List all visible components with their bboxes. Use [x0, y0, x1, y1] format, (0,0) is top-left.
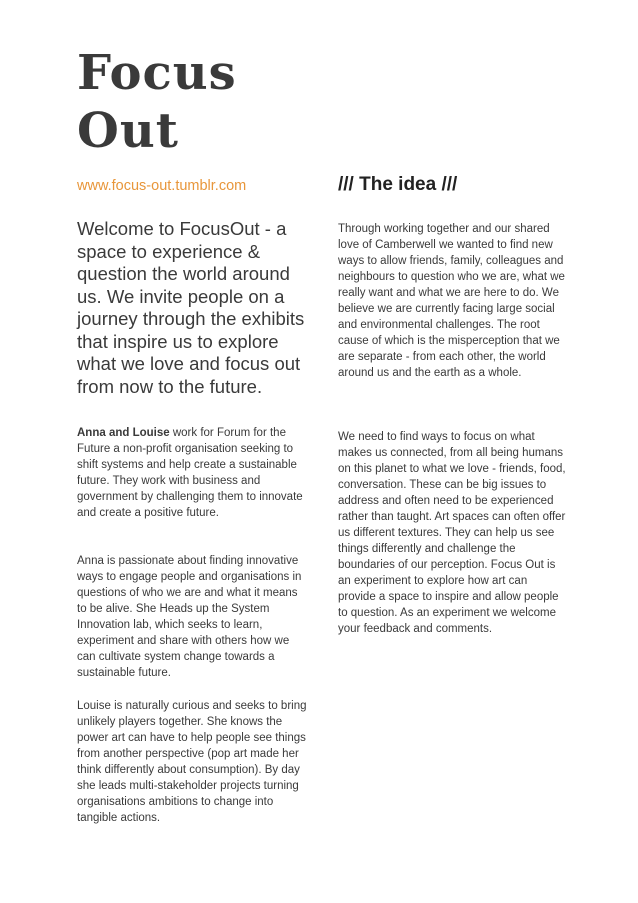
bio-paragraph-anna: Anna is passionate about finding innovative ways to engage people and organisations in questions of who we are and what it means to be alive. She Heads up the System Innovation lab, which seeks to learn, experiment and share with others how we can cultivate system change towards a sustainable future. — [77, 555, 302, 679]
idea-heading: /// The idea /// — [338, 174, 458, 195]
logo-line-1: Focus — [77, 45, 237, 101]
logo-line-2: Out — [77, 103, 179, 159]
website-link[interactable]: www.focus-out.tumblr.com — [77, 178, 247, 194]
logo — [77, 44, 237, 160]
bio-paragraph-1 — [77, 425, 309, 521]
bio-paragraph-1-text: work for Forum for the Future a non-profit organisation seeking to shift systems and help create a sustainable future. They work with business and government by challenging them to innovate and create a positive future. — [77, 427, 303, 519]
bio-names: Anna and Louise — [77, 427, 170, 439]
idea-paragraph-1: Through working together and our shared love of Camberwell we wanted to find new ways to allow friends, family, colleagues and neighbours to question who we are, what we really want and what we are here to do. We believe we are currently facing large social and environmental challenges. The root cause of which is the misperception that we are separate - from each other, the world around us and the earth as a whole. — [338, 223, 565, 379]
welcome-text: Welcome to FocusOut - a space to experience & question the world around us. We invite people on a journey through the exhibits that inspire us to explore what we love and focus out from now to the future. — [77, 218, 305, 397]
idea-paragraph-2: We need to find ways to focus on what makes us connected, from all being humans on this planet to what we love - friends, food, conversation. These can be big issues to address and often need to be experienced rather than taught. Art spaces can often offer us different textures. They can help us see things differently and challenge the boundaries of our perception. Focus Out is an experiment to explore how art can provide a space to inspire and allow people to question. As an experiment we welcome your feedback and comments. — [338, 431, 566, 635]
bio-paragraph-louise: Louise is naturally curious and seeks to bring unlikely players together. She knows the power art can have to help people see things from another perspective (pop art made her think differently about consumption). By day she leads multi-stakeholder projects turning organisations ambitions to change into tangible actions. — [77, 700, 307, 824]
